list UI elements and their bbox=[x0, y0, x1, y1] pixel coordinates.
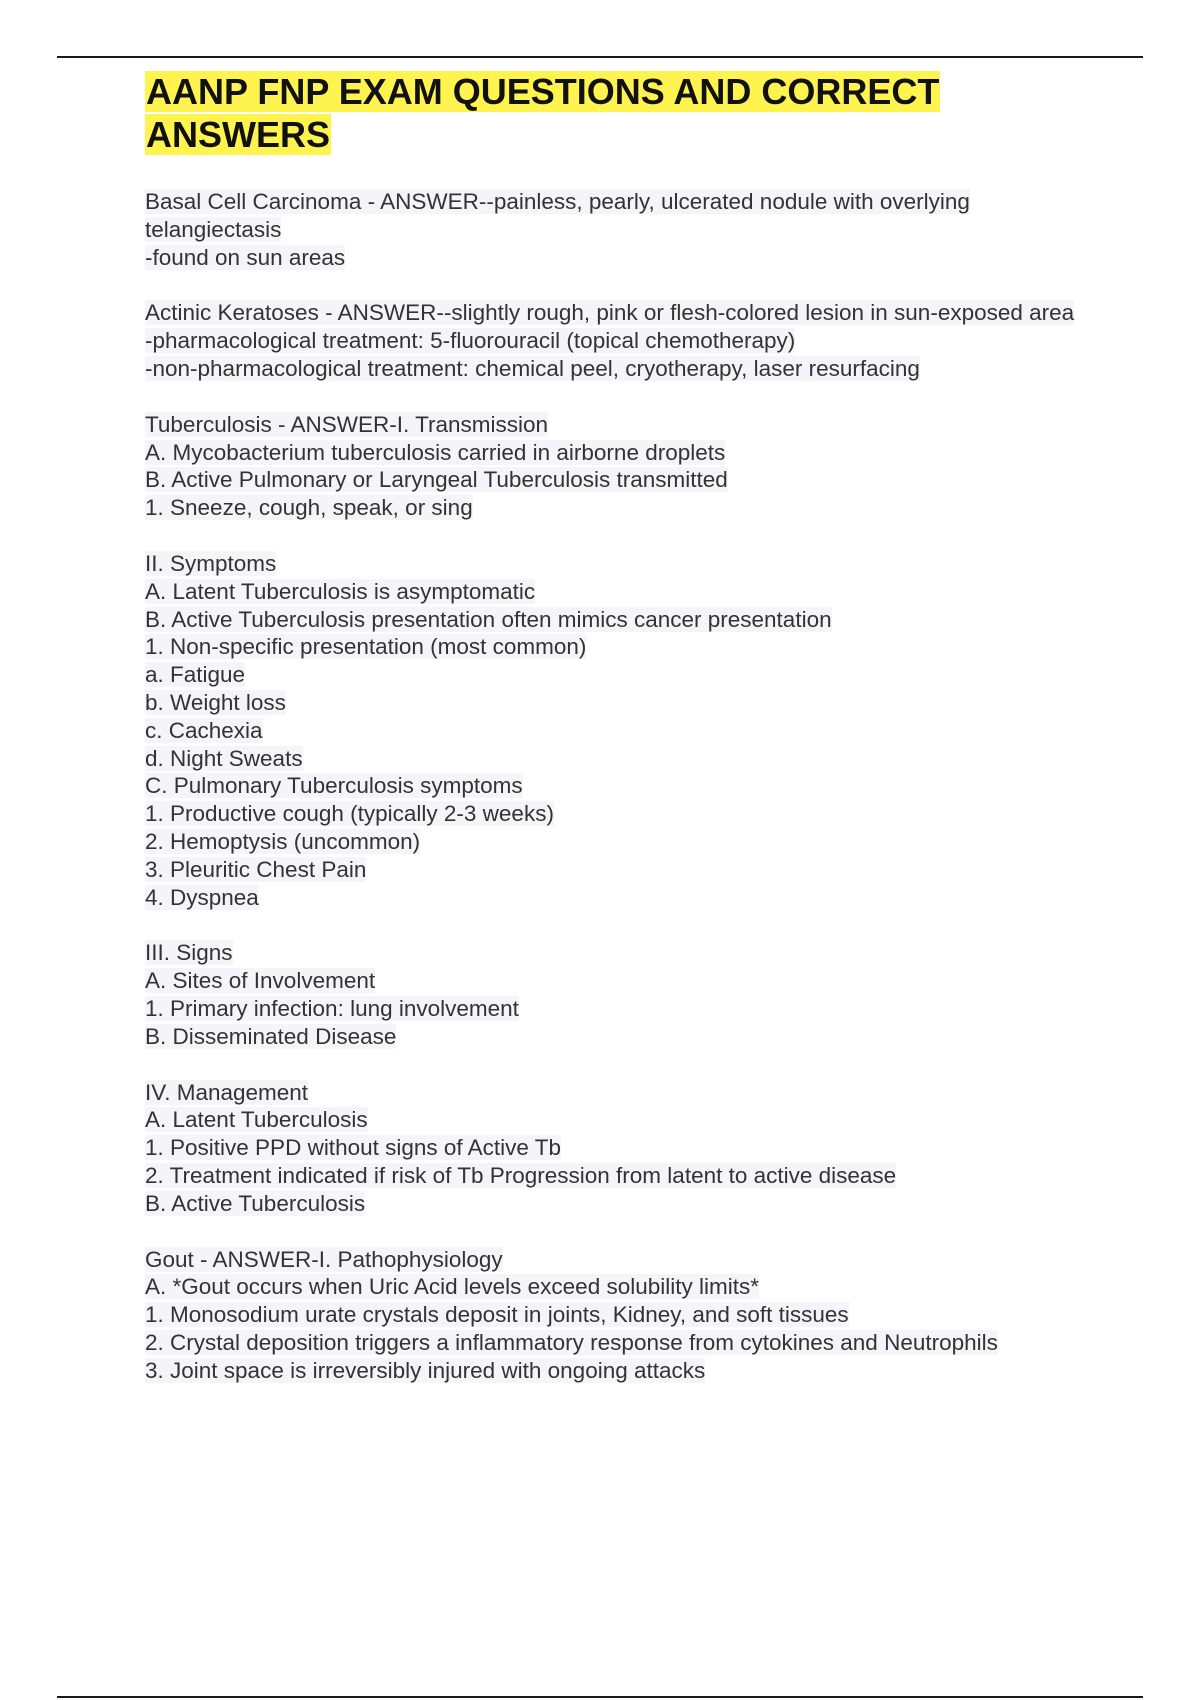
text-line bbox=[145, 1106, 1085, 1134]
text-line bbox=[145, 745, 1085, 773]
text-line bbox=[145, 299, 1085, 327]
text-line bbox=[145, 800, 1085, 828]
text-line bbox=[145, 494, 1085, 522]
text-line-content: 2. Crystal deposition triggers a inflammatory response from cytokines and Neutrophils bbox=[145, 1329, 998, 1355]
text-line bbox=[145, 411, 1085, 439]
text-line-content: -non-pharmacological treatment: chemical peel, cryotherapy, laser resurfacing bbox=[145, 355, 920, 381]
text-line bbox=[145, 717, 1085, 745]
text-line bbox=[145, 1301, 1085, 1329]
document-title-text: AANP FNP EXAM QUESTIONS AND CORRECT ANSWERS bbox=[146, 71, 940, 155]
text-line-content: 2. Hemoptysis (uncommon) bbox=[145, 828, 421, 854]
text-line-content: Basal Cell Carcinoma - ANSWER--painless, pearly, ulcerated nodule with overlying telangiectasis bbox=[145, 189, 970, 242]
text-line bbox=[145, 995, 1085, 1023]
text-line bbox=[145, 1162, 1085, 1190]
text-line-content: Tuberculosis - ANSWER-I. Transmission bbox=[145, 411, 549, 437]
text-line-content: -found on sun areas bbox=[145, 244, 346, 270]
text-line-content: 3. Pleuritic Chest Pain bbox=[145, 856, 367, 882]
document-title bbox=[145, 70, 965, 156]
text-line-content: III. Signs bbox=[145, 940, 233, 966]
text-line-content: 1. Non-specific presentation (most common) bbox=[145, 634, 587, 660]
text-line bbox=[145, 606, 1085, 634]
text-line-content: B. Active Pulmonary or Laryngeal Tuberculosis transmitted bbox=[145, 467, 728, 493]
text-line-content: -pharmacological treatment: 5-fluorouracil (topical chemotherapy) bbox=[145, 328, 796, 354]
text-line-content: 1. Productive cough (typically 2-3 weeks) bbox=[145, 801, 554, 827]
text-line bbox=[145, 355, 1085, 383]
text-line-content: Gout - ANSWER-I. Pathophysiology bbox=[145, 1246, 503, 1272]
text-line-content: Actinic Keratoses - ANSWER--slightly rough, pink or flesh-colored lesion in sun-exposed area bbox=[145, 300, 1075, 326]
text-line bbox=[145, 939, 1085, 967]
top-divider bbox=[57, 56, 1143, 58]
text-line-content: 1. Positive PPD without signs of Active Tb bbox=[145, 1135, 562, 1161]
answer-section bbox=[145, 939, 1085, 1050]
text-line-content: A. Latent Tuberculosis bbox=[145, 1107, 368, 1133]
answer-section bbox=[145, 411, 1085, 522]
text-line bbox=[145, 1273, 1085, 1301]
text-line bbox=[145, 244, 1085, 272]
text-line-content: d. Night Sweats bbox=[145, 745, 303, 771]
text-line bbox=[145, 439, 1085, 467]
text-line bbox=[145, 327, 1085, 355]
text-line-content: 1. Primary infection: lung involvement bbox=[145, 995, 519, 1021]
text-line bbox=[145, 1079, 1085, 1107]
text-line-content: IV. Management bbox=[145, 1079, 309, 1105]
text-line-content: A. Mycobacterium tuberculosis carried in airborne droplets bbox=[145, 439, 726, 465]
answer-section bbox=[145, 550, 1085, 911]
text-line-content: 1. Monosodium urate crystals deposit in joints, Kidney, and soft tissues bbox=[145, 1302, 849, 1328]
text-line bbox=[145, 1190, 1085, 1218]
text-line-content: A. *Gout occurs when Uric Acid levels exceed solubility limits* bbox=[145, 1274, 759, 1300]
text-line-content: 4. Dyspnea bbox=[145, 884, 259, 910]
text-line bbox=[145, 828, 1085, 856]
answer-section bbox=[145, 299, 1085, 382]
text-line bbox=[145, 689, 1085, 717]
text-line bbox=[145, 1134, 1085, 1162]
text-line bbox=[145, 466, 1085, 494]
text-line-content: b. Weight loss bbox=[145, 689, 286, 715]
text-line bbox=[145, 578, 1085, 606]
text-line bbox=[145, 1329, 1085, 1357]
text-line-content: A. Latent Tuberculosis is asymptomatic bbox=[145, 578, 536, 604]
answer-section bbox=[145, 188, 1085, 271]
answer-section bbox=[145, 1079, 1085, 1218]
text-line-content: C. Pulmonary Tuberculosis symptoms bbox=[145, 773, 523, 799]
document-body bbox=[145, 70, 1085, 1412]
text-line bbox=[145, 633, 1085, 661]
text-line-content: 3. Joint space is irreversibly injured with ongoing attacks bbox=[145, 1357, 706, 1383]
text-line-content: c. Cachexia bbox=[145, 717, 263, 743]
text-line bbox=[145, 967, 1085, 995]
text-line-content: 2. Treatment indicated if risk of Tb Progression from latent to active disease bbox=[145, 1162, 897, 1188]
text-line bbox=[145, 1246, 1085, 1274]
text-line-content: B. Active Tuberculosis presentation often mimics cancer presentation bbox=[145, 606, 832, 632]
text-line-content: 1. Sneeze, cough, speak, or sing bbox=[145, 495, 473, 521]
answer-section bbox=[145, 1246, 1085, 1385]
text-line-content: a. Fatigue bbox=[145, 662, 246, 688]
text-line bbox=[145, 550, 1085, 578]
text-line-content: B. Disseminated Disease bbox=[145, 1023, 397, 1049]
text-line-content: A. Sites of Involvement bbox=[145, 968, 376, 994]
bottom-divider bbox=[57, 1696, 1143, 1698]
answer-sections bbox=[145, 188, 1085, 1384]
text-line-content: II. Symptoms bbox=[145, 550, 277, 576]
text-line bbox=[145, 856, 1085, 884]
text-line bbox=[145, 1023, 1085, 1051]
text-line bbox=[145, 884, 1085, 912]
text-line-content: B. Active Tuberculosis bbox=[145, 1190, 366, 1216]
text-line bbox=[145, 1357, 1085, 1385]
text-line bbox=[145, 188, 1085, 244]
text-line bbox=[145, 772, 1085, 800]
text-line bbox=[145, 661, 1085, 689]
